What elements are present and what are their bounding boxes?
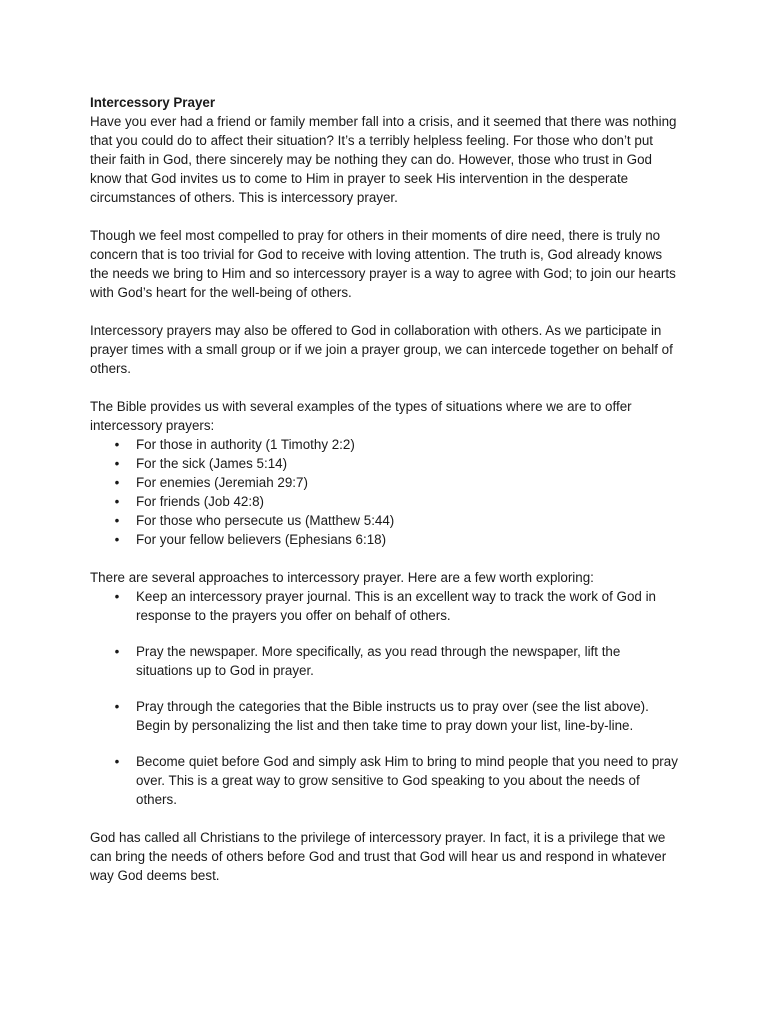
list-item-text: For enemies (Jeremiah 29:7) bbox=[136, 475, 308, 490]
bullet-icon: • bbox=[114, 437, 120, 452]
list-item bbox=[90, 587, 680, 625]
list-item bbox=[90, 473, 680, 492]
list-item bbox=[90, 642, 680, 680]
list-item bbox=[90, 511, 680, 530]
list-item-text: Become quiet before God and simply ask Him to bring to mind people that you need to pray over. This is a great way to grow sensitive to God speaking to you about the needs of others. bbox=[136, 754, 678, 807]
list-item bbox=[90, 530, 680, 549]
examples-intro-paragraph: The Bible provides us with several examples of the types of situations where we are to offer intercessory prayers: bbox=[90, 399, 632, 433]
compelled-paragraph: Though we feel most compelled to pray for others in their moments of dire need, there is truly no concern that is too trivial for God to receive with loving attention. The truth is, God already knows the needs we bring to Him and so intercessory prayer is a way to agree with God; to join our hearts with God’s heart for the well-being of others. bbox=[90, 228, 676, 300]
bullet-icon: • bbox=[114, 513, 120, 528]
approaches-list bbox=[90, 587, 680, 809]
bullet-icon: • bbox=[114, 754, 120, 769]
list-item bbox=[90, 752, 680, 809]
bullet-icon: • bbox=[114, 589, 120, 604]
intro-paragraph: Have you ever had a friend or family member fall into a crisis, and it seemed that there was nothing that you could do to affect their situation? It’s a terribly helpless feeling. For those who don’t put their faith in God, there sincerely may be nothing they can do. However, those who trust in God know that God invites us to come to Him in prayer to seek His intervention in the desperate circumstances of others. This is intercessory prayer. bbox=[90, 114, 677, 205]
list-item bbox=[90, 454, 680, 473]
list-item-text: Pray through the categories that the Bible instructs us to pray over (see the list above). Begin by personalizing the list and then take time to pray down your list, line-by-line. bbox=[136, 699, 649, 733]
list-item-text: For your fellow believers (Ephesians 6:18) bbox=[136, 532, 387, 547]
examples-list bbox=[90, 435, 680, 549]
bullet-icon: • bbox=[114, 456, 120, 471]
list-item bbox=[90, 492, 680, 511]
list-item-text: For those who persecute us (Matthew 5:44) bbox=[136, 513, 395, 528]
document-title: Intercessory Prayer bbox=[90, 95, 216, 110]
list-item-text: Keep an intercessory prayer journal. This is an excellent way to track the work of God in response to the prayers you offer on behalf of others. bbox=[136, 589, 657, 623]
bullet-icon: • bbox=[114, 494, 120, 509]
list-item-text: For friends (Job 42:8) bbox=[136, 494, 265, 509]
approaches-intro-paragraph: There are several approaches to intercessory prayer. Here are a few worth exploring: bbox=[90, 570, 594, 585]
list-item-text: For the sick (James 5:14) bbox=[136, 456, 288, 471]
list-item-text: Pray the newspaper. More specifically, as you read through the newspaper, lift the situations up to God in prayer. bbox=[136, 644, 621, 678]
list-item-text: For those in authority (1 Timothy 2:2) bbox=[136, 437, 355, 452]
collaboration-paragraph: Intercessory prayers may also be offered to God in collaboration with others. As we participate in prayer times with a small group or if we join a prayer group, we can intercede together on behalf of others. bbox=[90, 323, 673, 376]
list-item bbox=[90, 697, 680, 735]
conclusion-paragraph: God has called all Christians to the privilege of intercessory prayer. In fact, it is a privilege that we can bring the needs of others before God and trust that God will hear us and respond in whatever way God deems best. bbox=[90, 830, 667, 883]
bullet-icon: • bbox=[114, 644, 120, 659]
document-page bbox=[90, 93, 680, 904]
bullet-icon: • bbox=[114, 475, 120, 490]
bullet-icon: • bbox=[114, 699, 120, 714]
bullet-icon: • bbox=[114, 532, 120, 547]
list-item bbox=[90, 435, 680, 454]
